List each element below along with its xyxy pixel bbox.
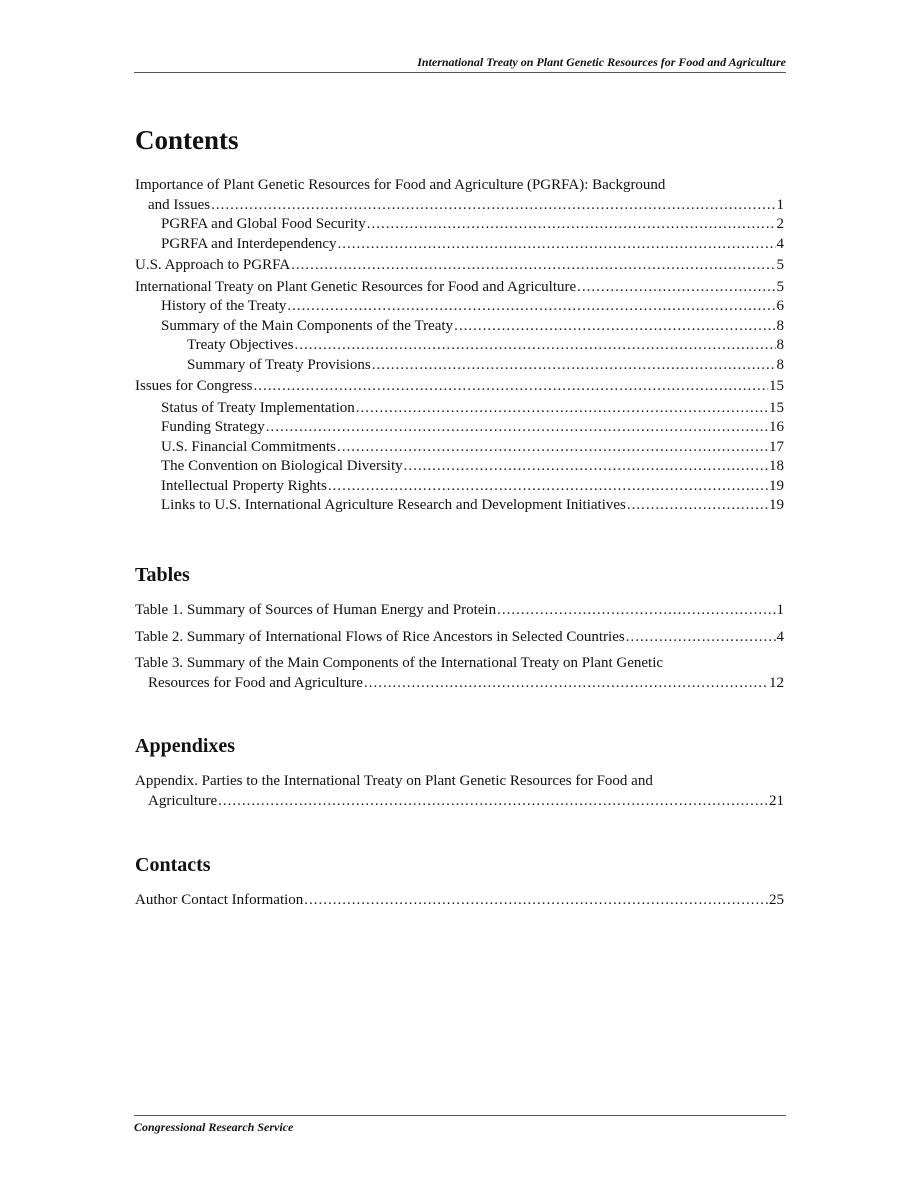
dot-leader [454,317,775,337]
toc-page-number: 5 [776,278,784,295]
dot-leader [328,477,768,497]
dot-leader [218,792,768,812]
toc-entry-importance[interactable] [135,176,784,215]
contents-list [135,176,784,516]
appendixes-list [135,772,784,811]
toc-page-number: 18 [769,458,784,474]
toc-entry-intellectual-property[interactable] [135,477,784,497]
toc-entry-convention-biological-diversity[interactable] [135,457,784,477]
toc-entry-label: The Convention on Biological Diversity [161,458,403,474]
toc-entry-us-approach[interactable] [135,256,784,276]
footer-publisher: Congressional Research Service [134,1120,294,1134]
toc-entry-row [135,196,784,216]
toc-page-number: 19 [769,497,784,513]
toc-entry-issues-for-congress[interactable] [135,377,784,397]
contents-heading: Contents [135,125,239,155]
toc-entry-label: Author Contact Information [135,892,304,908]
toc-entry-row [135,792,784,812]
dot-leader [266,418,768,438]
toc-entry-first-line: Table 3. Summary of the Main Components of the International Treaty on Plant Genetic [135,655,664,671]
toc-entry-table-2[interactable] [135,628,784,648]
toc-page-number: 15 [769,399,784,416]
dot-leader [627,496,768,516]
toc-page-number: 25 [769,892,784,908]
toc-entry-history[interactable] [135,297,784,317]
appendixes-heading: Appendixes [135,735,236,757]
toc-page-number: 21 [769,792,784,809]
tables-list [135,601,784,693]
toc-entry-row [135,674,784,694]
dot-leader [367,215,776,235]
toc-page-number: 1 [776,602,784,618]
dot-leader [337,438,768,458]
toc-entry-label: Summary of the Main Components of the Treaty [161,317,454,334]
toc-page-number: 1 [776,196,784,213]
toc-entry-main-components[interactable] [135,317,784,337]
dot-leader [497,601,775,621]
toc-entry-label: Funding Strategy [161,419,265,435]
toc-page-number: 12 [769,674,784,691]
toc-entry-status-implementation[interactable] [135,399,784,419]
toc-entry-appendix[interactable] [135,772,784,811]
toc-entry-treaty-objectives[interactable] [135,336,784,356]
dot-leader [295,336,776,356]
toc-entry-label: and Issues [148,196,211,213]
toc-entry-first-line: Importance of Plant Genetic Resources for Food and Agriculture (PGRFA): Background [135,177,666,193]
dot-leader [577,278,775,298]
toc-entry-international-treaty[interactable] [135,278,784,298]
toc-entry-links-research[interactable] [135,496,784,516]
dot-leader [372,356,776,376]
toc-page-number: 4 [776,628,784,645]
toc-page-number: 8 [776,356,784,373]
dot-leader [287,297,775,317]
toc-entry-funding-strategy[interactable] [135,418,784,438]
toc-entry-label: PGRFA and Interdependency [161,235,337,252]
toc-entry-label: International Treaty on Plant Genetic Resources for Food and Agriculture [135,278,577,295]
toc-entry-label: Resources for Food and Agriculture [148,674,363,691]
toc-page-number: 2 [776,216,784,232]
toc-entry-global-food-security[interactable] [135,215,784,235]
dot-leader [404,457,768,477]
toc-page-number: 8 [776,337,784,353]
dot-leader [364,674,768,694]
toc-page-number: 16 [769,419,784,435]
toc-entry-label: U.S. Financial Commitments [161,438,336,455]
toc-entry-label: PGRFA and Global Food Security [161,216,366,232]
toc-entry-table-3[interactable] [135,654,784,693]
toc-entry-us-financial-commitments[interactable] [135,438,784,458]
toc-entry-label: Treaty Objectives [187,337,294,353]
toc-entry-label: Intellectual Property Rights [161,477,327,494]
dot-leader [626,628,776,648]
toc-entry-label: Status of Treaty Implementation [161,399,355,416]
toc-page-number: 15 [769,378,784,394]
toc-entry-label: Issues for Congress [135,378,253,394]
toc-page-number: 19 [769,477,784,494]
running-footer [134,1115,786,1135]
running-header [134,55,786,73]
toc-entry-label: Links to U.S. International Agriculture Research and Development Initiatives [161,497,626,513]
toc-entry-table-1[interactable] [135,601,784,621]
dot-leader [291,256,775,276]
toc-entry-label: Table 2. Summary of International Flows of Rice Ancestors in Selected Countries [135,628,625,645]
toc-entry-interdependency[interactable] [135,235,784,255]
toc-page-number: 17 [769,438,784,455]
toc-entry-first-line: Appendix. Parties to the International Treaty on Plant Genetic Resources for Food and [135,773,653,789]
dot-leader [356,399,768,419]
dot-leader [338,235,776,255]
dot-leader [254,377,769,397]
toc-page-number: 4 [776,235,784,252]
contacts-list [135,891,784,911]
running-header-title: International Treaty on Plant Genetic Resources for Food and Agriculture [417,55,786,69]
toc-entry-treaty-provisions[interactable] [135,356,784,376]
toc-entry-label: U.S. Approach to PGRFA [135,257,291,273]
toc-entry-label: History of the Treaty [161,298,287,314]
dot-leader [211,196,775,216]
dot-leader [304,891,768,911]
toc-entry-label: Table 1. Summary of Sources of Human Energy and Protein [135,602,497,618]
toc-page-number: 5 [776,257,784,273]
toc-page-number: 8 [776,317,784,334]
toc-page-number: 6 [776,298,784,314]
contacts-heading: Contacts [135,854,211,876]
toc-entry-label: Agriculture [148,792,218,809]
tables-heading: Tables [135,564,190,586]
toc-entry-label: Summary of Treaty Provisions [187,356,371,373]
toc-entry-author-contact[interactable] [135,891,784,911]
